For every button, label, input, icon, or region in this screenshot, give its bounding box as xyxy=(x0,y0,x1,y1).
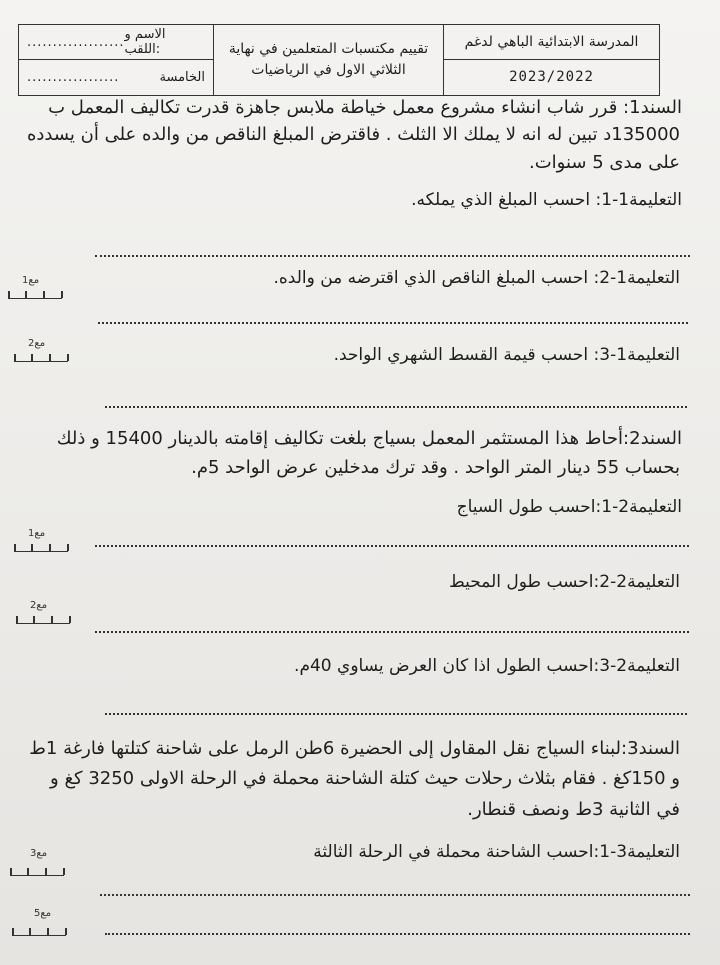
sanad2-line2: بحساب 55 دينار المتر الواحد . وقد ترك مدخلين عرض الواحد 5م. xyxy=(191,457,680,478)
mark-label: مع1 xyxy=(22,275,40,286)
mark-label: مع2 xyxy=(28,338,46,349)
sanad3-line1: السند3:لبناء السياج نقل المقاول إلى الحضيرة 6طن الرمل على شاحنة كتلتها فارغة 1ط xyxy=(29,738,680,759)
answer-line xyxy=(105,406,687,408)
sanad1-line1: السند1: قرر شاب انشاء مشروع معمل خياطة ملابس جاهزة قدرت تكاليف المعمل ب xyxy=(48,97,682,118)
answer-line xyxy=(95,631,689,633)
sanad1-line3: على مدى 5 سنوات. xyxy=(529,152,680,173)
q1-1: التعليمة1-1: احسب المبلغ الذي يملكه. xyxy=(411,190,682,210)
answer-line xyxy=(98,322,688,324)
answer-line xyxy=(105,713,687,715)
answer-line xyxy=(105,933,690,935)
sanad3-line3: في الثانية 3ط ونصف قنطار. xyxy=(467,799,680,820)
mark-label: مع5 xyxy=(34,908,52,919)
class-dots: .................. xyxy=(27,69,120,85)
sanad2-line1: السند2:أحاط هذا المستثمر المعمل بسياج بلغت تكاليف إقامته بالدينار 15400 و ذلك xyxy=(56,428,682,449)
q1-2: التعليمة1-2: احسب المبلغ الناقص الذي اقترضه من والده. xyxy=(273,268,680,288)
mark-label: مع2 xyxy=(30,600,48,611)
mark-label: مع1 xyxy=(28,528,46,539)
mark-label: مع3 xyxy=(30,848,48,859)
answer-line xyxy=(95,255,690,257)
sanad3-line2: و 150كغ . فقام بثلاث رحلات حيث كتلة الشاحنة محملة في الرحلة الاولى 3250 كغ و xyxy=(50,768,680,789)
q2-2: التعليمة2-2:احسب طول المحيط xyxy=(449,572,680,592)
answer-line xyxy=(100,894,690,896)
exam-title-line1: تقييم مكتسبات المتعلمين في نهاية xyxy=(228,41,429,57)
school-cell xyxy=(444,25,659,95)
answer-line xyxy=(95,545,689,547)
school-year: 2023/2022 xyxy=(509,69,594,85)
class-label: الخامسة xyxy=(159,69,205,85)
name-dots: ................... xyxy=(27,34,125,50)
q3-1: التعليمة3-1:احسب الشاحنة محملة في الرحلة الثالثة xyxy=(313,842,680,862)
school-name: المدرسة الابتدائية الباهي لدغم xyxy=(464,34,639,50)
exam-title-line2: الثلاثي الاول في الرياضيات xyxy=(251,62,406,78)
exam-title-cell xyxy=(214,25,444,95)
student-info-cell xyxy=(19,25,214,95)
header-table xyxy=(18,24,660,96)
q2-3: التعليمة2-3:احسب الطول اذا كان العرض يساوي 40م. xyxy=(294,656,680,676)
q2-1: التعليمة2-1:احسب طول السياج xyxy=(456,497,682,517)
name-label: الاسم و اللقب: xyxy=(124,27,166,57)
sanad1-line2: 135000د تبين له انه لا يملك الا الثلث . فاقترض المبلغ الناقص من والده على أن يسدده xyxy=(26,124,680,145)
q1-3: التعليمة1-3: احسب قيمة القسط الشهري الواحد. xyxy=(333,345,680,365)
